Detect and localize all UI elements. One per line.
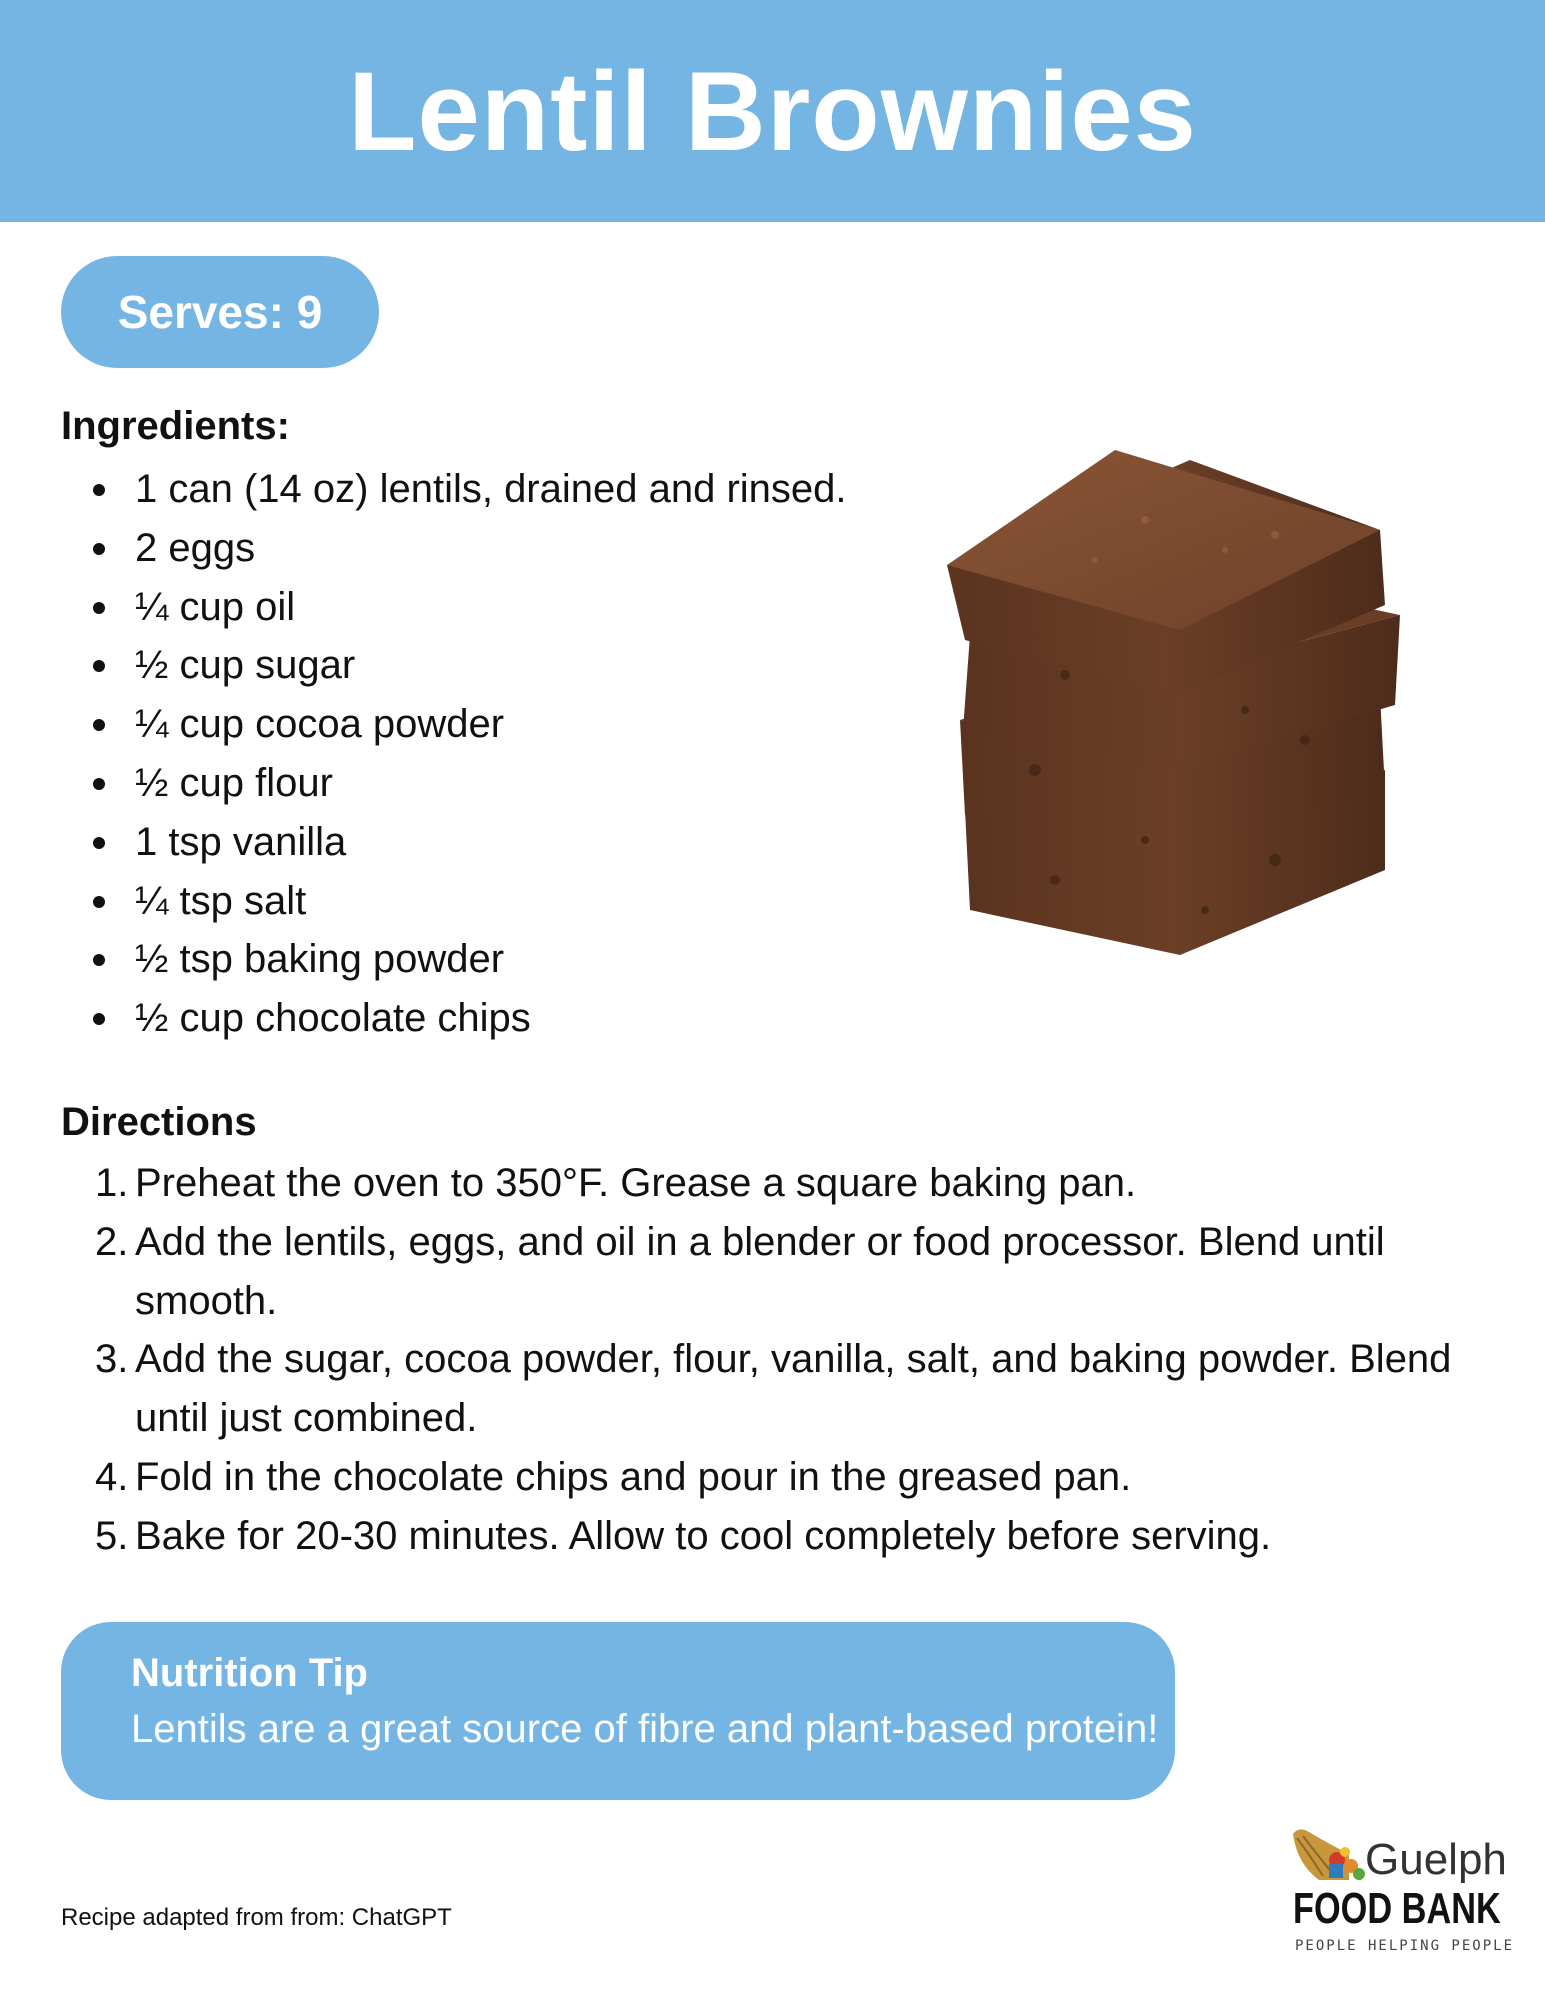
nutrition-tip-title: Nutrition Tip	[131, 1651, 368, 1695]
directions-list	[61, 1154, 1475, 1566]
brownie-stack-image	[945, 440, 1415, 1010]
ingredient-item: ½ cup flour	[135, 754, 955, 813]
step-number: 2.	[95, 1219, 129, 1264]
ingredient-item: ½ cup chocolate chips	[135, 989, 955, 1048]
step-number: 5.	[95, 1513, 129, 1558]
cornucopia-icon	[1289, 1824, 1369, 1884]
ingredient-item: 1 tsp vanilla	[135, 813, 955, 872]
direction-step	[95, 1154, 1475, 1213]
ingredient-item: ¼ cup cocoa powder	[135, 695, 955, 754]
step-number: 3.	[95, 1337, 129, 1382]
page-title: Lentil Brownies	[348, 48, 1197, 174]
logo-text-guelph: Guelph	[1365, 1835, 1507, 1884]
ingredient-item: ½ cup sugar	[135, 636, 955, 695]
step-text: Add the lentils, eggs, and oil in a blender or food processor. Blend until smooth.	[135, 1219, 1385, 1323]
step-number: 1.	[95, 1161, 129, 1205]
step-text: Bake for 20-30 minutes. Allow to cool completely before serving.	[135, 1513, 1272, 1558]
header-banner	[0, 0, 1545, 222]
ingredient-item: ¼ tsp salt	[135, 872, 955, 931]
guelph-food-bank-logo	[1285, 1820, 1515, 1960]
ingredient-item: ¼ cup oil	[135, 578, 955, 637]
recipe-credit: Recipe adapted from from: ChatGPT	[61, 1904, 452, 1931]
ingredients-list	[61, 460, 955, 1048]
step-text: Add the sugar, cocoa powder, flour, vanilla, salt, and baking powder. Blend until just combined.	[135, 1337, 1452, 1441]
logo-text-food-bank: FOOD BANK	[1293, 1884, 1501, 1933]
ingredient-item: 1 can (14 oz) lentils, drained and rinsed.	[135, 460, 955, 519]
direction-step	[95, 1213, 1475, 1331]
step-number: 4.	[95, 1454, 129, 1499]
direction-step	[95, 1448, 1475, 1507]
step-text: Fold in the chocolate chips and pour in the greased pan.	[135, 1454, 1132, 1499]
direction-step	[95, 1330, 1475, 1448]
nutrition-tip-box	[61, 1622, 1175, 1800]
ingredient-item: ½ tsp baking powder	[135, 930, 955, 989]
logo-tagline: PEOPLE HELPING PEOPLE	[1295, 1938, 1515, 1954]
ingredient-item: 2 eggs	[135, 519, 955, 578]
step-text: Preheat the oven to 350°F. Grease a square baking pan.	[135, 1161, 1137, 1205]
serves-badge: Serves: 9	[61, 256, 379, 368]
direction-step	[95, 1507, 1475, 1566]
nutrition-tip-text: Lentils are a great source of fibre and plant-based protein!	[131, 1707, 1159, 1751]
ingredients-heading: Ingredients:	[61, 404, 290, 448]
directions-heading: Directions	[61, 1100, 257, 1144]
